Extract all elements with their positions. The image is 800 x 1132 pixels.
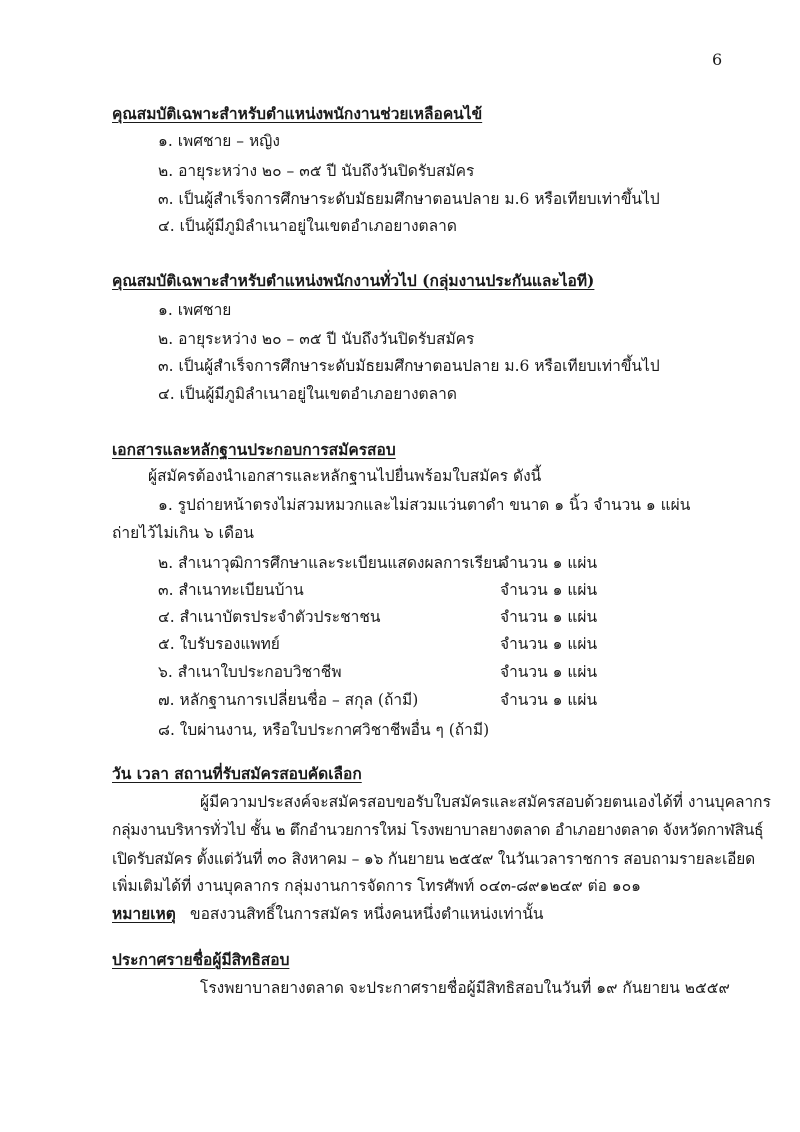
- list-item: ๒. อายุระหว่าง ๒๐ – ๓๕ ปี นับถึงวันปิดรับสมัคร: [158, 330, 475, 348]
- document-item-label: ๒. สำเนาวุฒิการศึกษาและระเบียนแสดงผลการเรียน: [158, 554, 503, 572]
- document-item-qty: จำนวน ๑ แผ่น: [500, 635, 598, 653]
- document-item-label: ๗. หลักฐานการเปลี่ยนชื่อ – สกุล (ถ้ามี): [158, 691, 419, 709]
- list-item: ๔. เป็นผู้มีภูมิลำเนาอยู่ในเขตอำเภอยางตลาด: [158, 385, 457, 403]
- section-heading-eligible-list: ประกาศรายชื่อผู้มีสิทธิสอบ: [112, 950, 290, 969]
- paragraph-line: เพิ่มเติมได้ที่ งานบุคลากร กลุ่มงานการจัดการ โทรศัพท์ ๐๔๓-๘๙๑๒๔๙ ต่อ ๑๐๑: [112, 877, 642, 895]
- page-number: 6: [712, 50, 723, 69]
- paragraph-line: กลุ่มงานบริหารทั่วไป ชั้น ๒ ตึกอำนวยการใหม่ โรงพยาบาลยางตลาด อำเภอยางตลาด จังหวัดกาฬสินธุ์: [112, 821, 764, 839]
- section-heading-general-staff: คุณสมบัติเฉพาะสำหรับตำแหน่งพนักงานทั่วไป (กลุ่มงานประกันและไอที): [112, 271, 595, 290]
- documents-intro: ผู้สมัครต้องนำเอกสารและหลักฐานไปยื่นพร้อมใบสมัคร ดังนี้: [148, 467, 542, 485]
- note-text: ขอสงวนสิทธิ์ในการสมัคร หนึ่งคนหนึ่งตำแหน่งเท่านั้น: [190, 905, 544, 923]
- document-item-label: ๓. สำเนาทะเบียนบ้าน: [158, 581, 304, 599]
- paragraph-line: ผู้มีความประสงค์จะสมัครสอบขอรับใบสมัครและสมัครสอบด้วยตนเองได้ที่ งานบุคลากร: [200, 793, 771, 811]
- list-item: ๒. อายุระหว่าง ๒๐ – ๓๕ ปี นับถึงวันปิดรับสมัคร: [158, 162, 475, 180]
- list-item: ๑. เพศชาย – หญิง: [158, 132, 280, 150]
- list-item: ๑. เพศชาย: [158, 301, 232, 319]
- document-item-qty: จำนวน ๑ แผ่น: [500, 663, 598, 681]
- document-item-label: ๘. ใบผ่านงาน, หรือใบประกาศวิชาชีพอื่น ๆ (ถ้ามี): [158, 721, 490, 739]
- document-item-label: ๖. สำเนาใบประกอบวิชาชีพ: [158, 663, 342, 681]
- document-item-photo: ๑. รูปถ่ายหน้าตรงไม่สวมหมวกและไม่สวมแว่นตาดำ ขนาด ๑ นิ้ว จำนวน ๑ แผ่น: [158, 496, 691, 514]
- document-item-label: ๕. ใบรับรองแพทย์: [158, 635, 280, 653]
- list-item: ๔. เป็นผู้มีภูมิลำเนาอยู่ในเขตอำเภอยางตลาด: [158, 217, 457, 235]
- section-heading-documents: เอกสารและหลักฐานประกอบการสมัครสอบ: [112, 440, 396, 459]
- section-heading-patient-assistant: คุณสมบัติเฉพาะสำหรับตำแหน่งพนักงานช่วยเหลือคนไข้: [112, 104, 483, 123]
- eligible-list-text: โรงพยาบาลยางตลาด จะประกาศรายชื่อผู้มีสิทธิสอบในวันที่ ๑๙ กันยายน ๒๕๕๙: [200, 979, 730, 997]
- document-item-qty: จำนวน ๑ แผ่น: [500, 608, 598, 626]
- document-item-qty: จำนวน ๑ แผ่น: [500, 554, 598, 572]
- document-item-qty: จำนวน ๑ แผ่น: [500, 581, 598, 599]
- document-item-qty: จำนวน ๑ แผ่น: [500, 691, 598, 709]
- section-heading-application-schedule: วัน เวลา สถานที่รับสมัครสอบคัดเลือก: [112, 764, 362, 783]
- list-item: ๓. เป็นผู้สำเร็จการศึกษาระดับมัธยมศึกษาตอนปลาย ม.6 หรือเทียบเท่าขึ้นไป: [158, 357, 660, 375]
- document-item-label: ๔. สำเนาบัตรประจำตัวประชาชน: [158, 608, 381, 626]
- paragraph-line: เปิดรับสมัคร ตั้งแต่วันที่ ๓๐ สิงหาคม – ๑๖ กันยายน ๒๕๕๙ ในวันเวลาราชการ สอบถามรายละเอียด: [112, 850, 756, 868]
- document-item-photo-cont: ถ่ายไว้ไม่เกิน ๖ เดือน: [112, 524, 254, 542]
- note-label: หมายเหตุ: [112, 904, 176, 923]
- list-item: ๓. เป็นผู้สำเร็จการศึกษาระดับมัธยมศึกษาตอนปลาย ม.6 หรือเทียบเท่าขึ้นไป: [158, 190, 660, 208]
